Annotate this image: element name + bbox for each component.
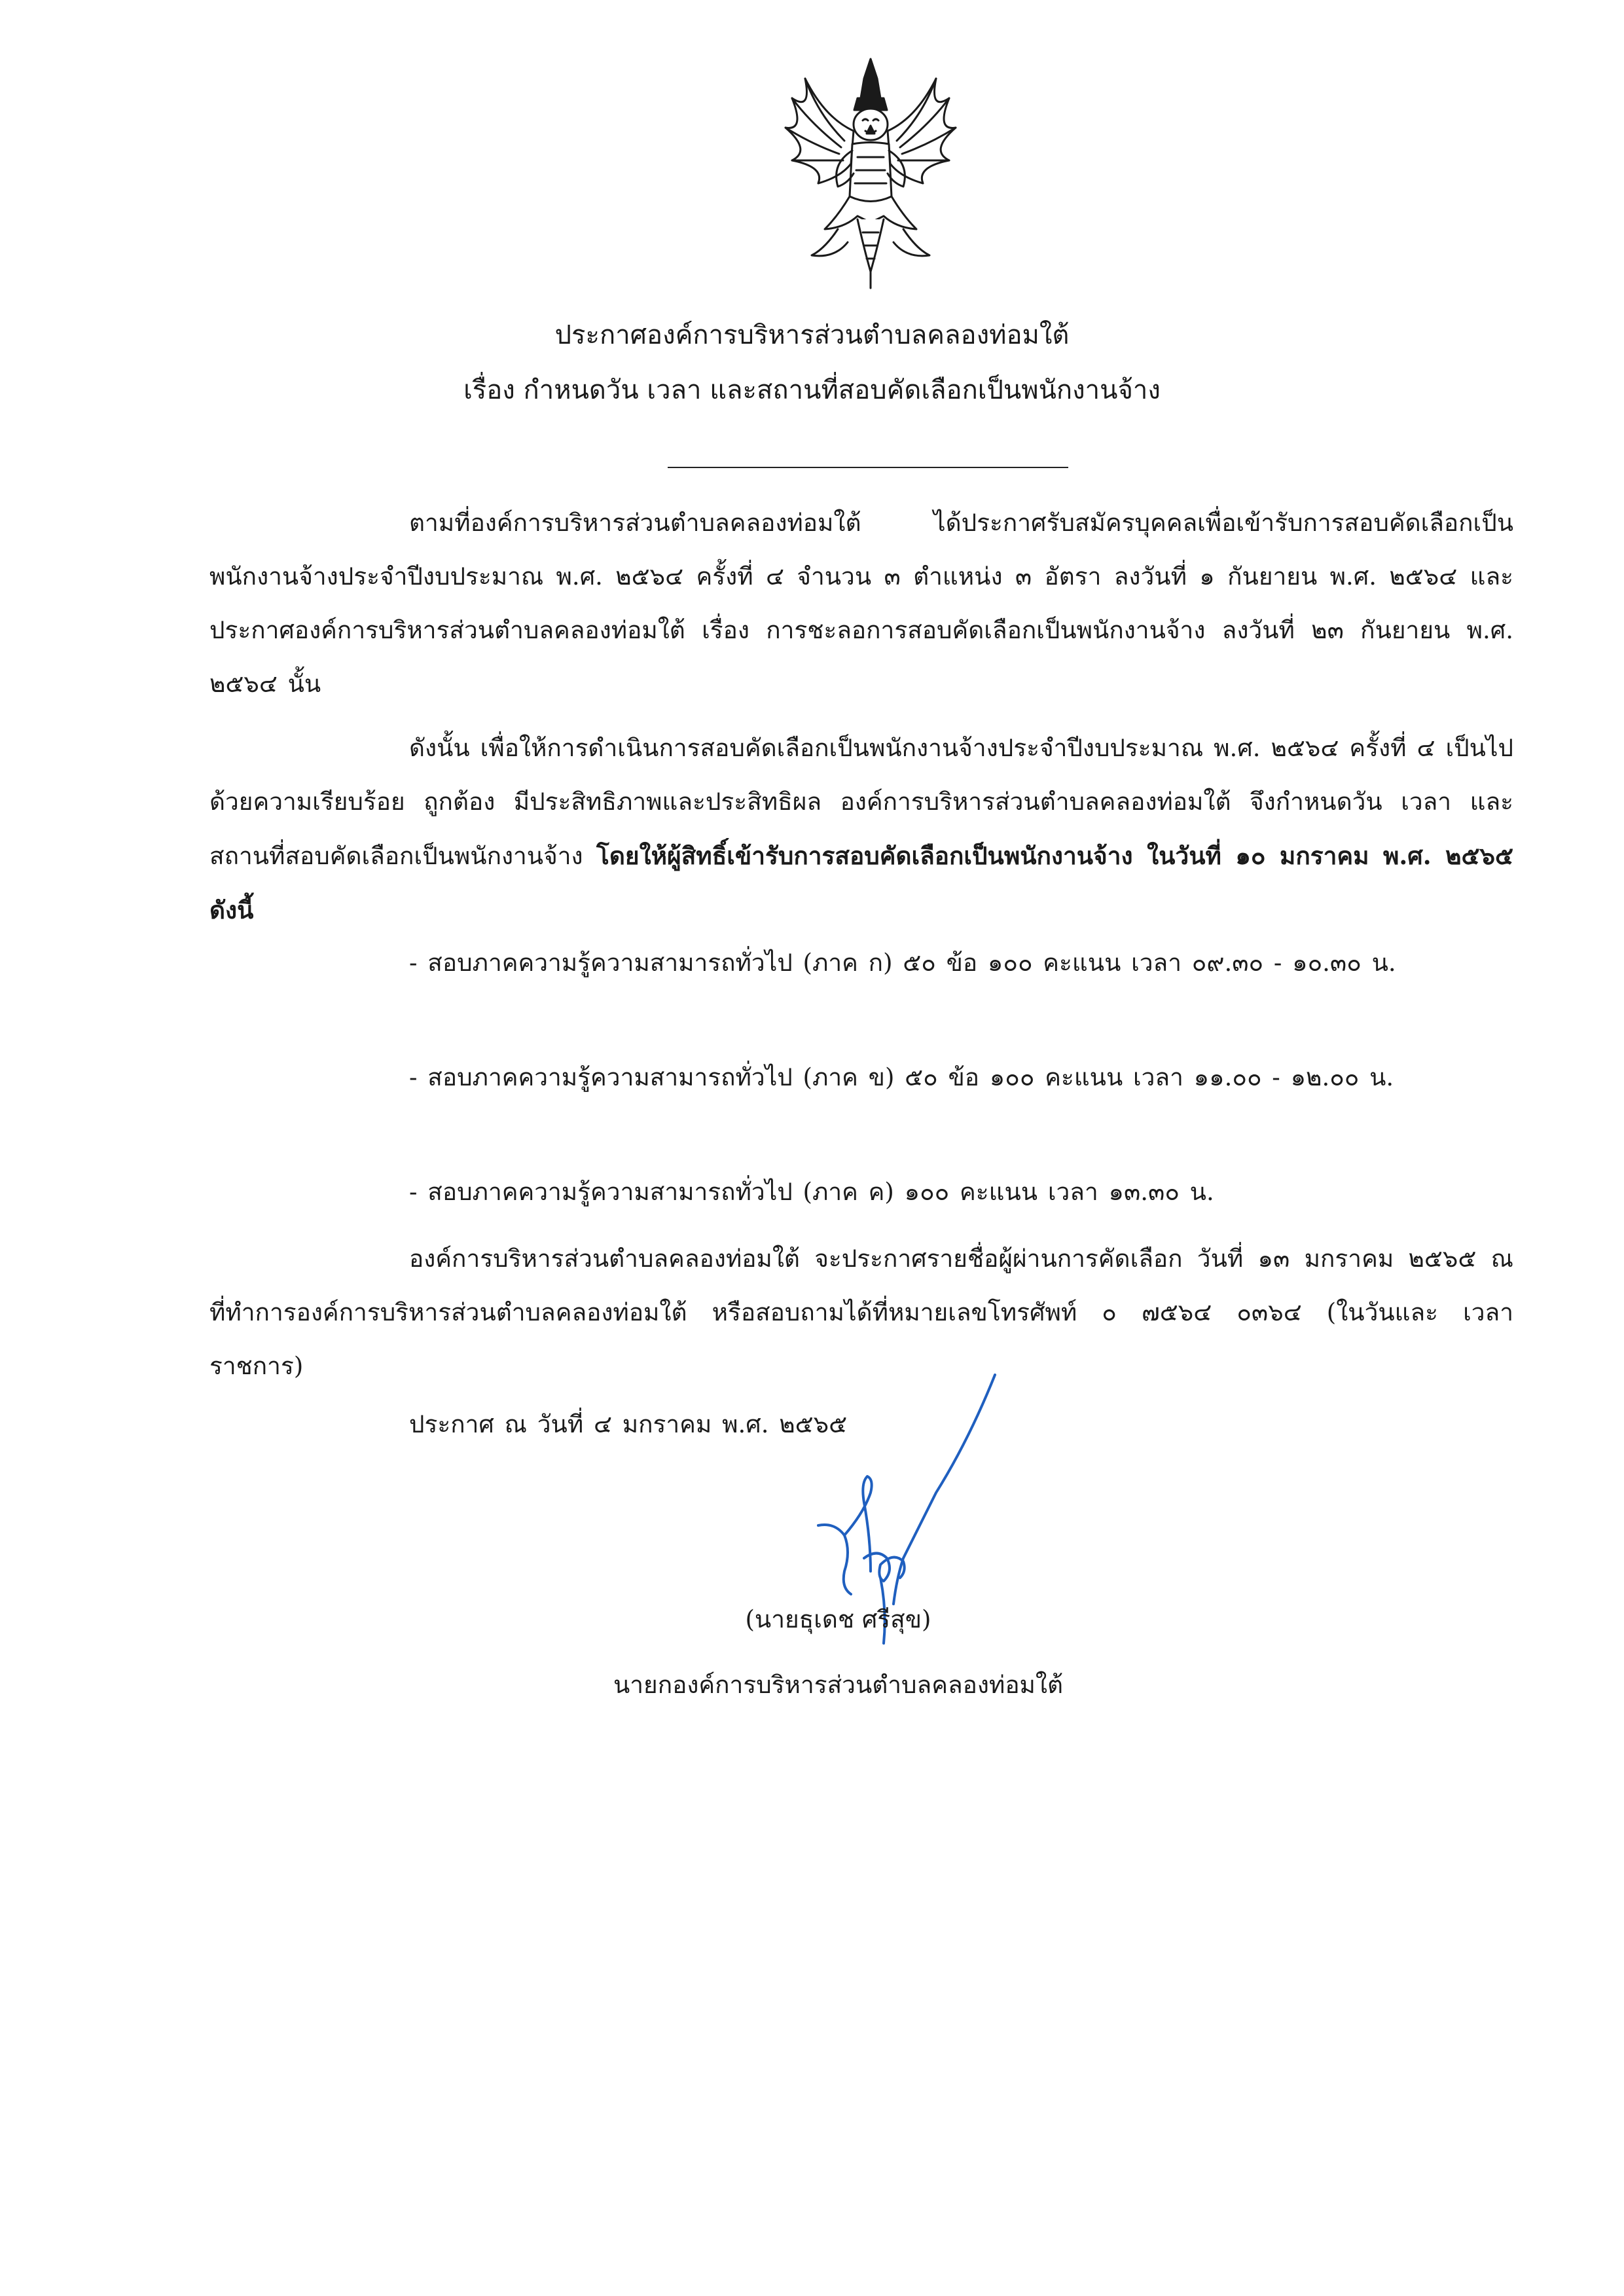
signer-name: (นายธุเดช ศรีสุข)	[745, 1605, 931, 1633]
document-subject: เรื่อง กำหนดวัน เวลา และสถานที่สอบคัดเลือกเป็นพนักงานจ้าง	[463, 375, 1161, 405]
exam-item: - สอบภาคความรู้ความสามารถทั่วไป (ภาค ก) ๕๐ ข้อ ๑๐๐ คะแนน เวลา ๐๙.๓๐ - ๑๐.๓๐ น.	[409, 949, 1396, 977]
exam-item: - สอบภาคความรู้ความสามารถทั่วไป (ภาค ค) ๑๐๐ คะแนน เวลา ๑๓.๓๐ น.	[409, 1178, 1214, 1206]
paragraph-schedule-bold: โดยให้ผู้สิทธิ์เข้ารับการสอบคัดเลือกเป็นพนักงานจ้าง ในวันที่ ๑๐ มกราคม พ.ศ. ๒๕๖๕ ดังนี้	[209, 841, 1514, 924]
document-title: ประกาศองค์การบริหารส่วนตำบลคลองท่อมใต้	[554, 320, 1070, 350]
paragraph-background: ตามที่องค์การบริหารส่วนตำบลคลองท่อมใต้ ได้ประกาศรับสมัครบุคคลเพื่อเข้ารับการสอบคัดเลือกเป็นพนักงานจ้างประจำปีงบประมาณ พ.ศ. ๒๕๖๔ ครั้งที่ ๔ จำนวน ๓ ตำแหน่ง ๓ อัตรา ลงวันที่ ๑ กันยายน พ.ศ. ๒๕๖๔ และประกาศองค์การบริหารส่วนตำบลคลองท่อมใต้ เรื่อง การชะลอการสอบคัดเลือกเป็นพนักงานจ้าง ลงวันที่ ๒๓ กันยายน พ.ศ. ๒๕๖๔ นั้น	[209, 509, 1513, 698]
paragraph-schedule	[209, 721, 1513, 938]
paragraph-results: องค์การบริหารส่วนตำบลคลองท่อมใต้ จะประกาศรายชื่อผู้ผ่านการคัดเลือก วันที่ ๑๓ มกราคม ๒๕๖๕ ณ ที่ทำการองค์การบริหารส่วนตำบลคลองท่อมใต้ หรือสอบถามได้ที่หมายเลขโทรศัพท์ ๐ ๗๕๖๔ ๐๓๖๔ (ในวันและ เวลาราชการ)	[209, 1245, 1513, 1380]
signer-position: นายกองค์การบริหารส่วนตำบลคลองท่อมใต้	[613, 1671, 1064, 1699]
exam-item: - สอบภาคความรู้ความสามารถทั่วไป (ภาค ข) ๕๐ ข้อ ๑๐๐ คะแนน เวลา ๑๑.๐๐ - ๑๒.๐๐ น.	[409, 1063, 1394, 1091]
paragraph-schedule-text: ดังนั้น เพื่อให้การดำเนินการสอบคัดเลือกเป็นพนักงานจ้างประจำปีงบประมาณ พ.ศ. ๒๕๖๔ ครั้งที่ ๔ เป็นไปด้วยความเรียบร้อย ถูกต้อง มีประสิทธิภาพและประสิทธิผล องค์การบริหารส่วนตำบลคลองท่อมใต้ จึงกำหนดวัน เวลา และสถานที่สอบคัดเลือกเป็นพนักงานจ้าง	[209, 734, 1513, 870]
title-divider	[668, 467, 1068, 468]
announcement-date: ประกาศ ณ วันที่ ๔ มกราคม พ.ศ. ๒๕๖๕	[409, 1410, 848, 1438]
garuda-emblem-icon	[766, 52, 975, 295]
